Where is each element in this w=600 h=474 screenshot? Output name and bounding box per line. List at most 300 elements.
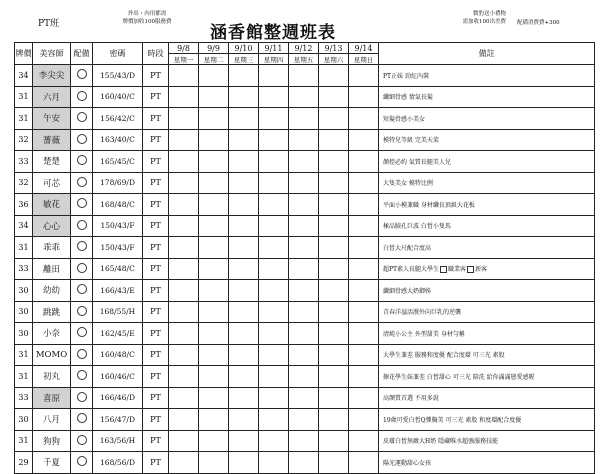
day-slot (319, 430, 349, 452)
equip-circle-icon (77, 155, 87, 165)
day-slot (199, 129, 229, 151)
staff-name: 狗狗 (33, 430, 71, 452)
day-slot (319, 237, 349, 259)
day-slot (199, 108, 229, 130)
equip-cell (71, 344, 93, 366)
note-cell (379, 387, 595, 409)
row-no: 31 (15, 108, 33, 130)
day-slot (289, 237, 319, 259)
row-no: 31 (15, 237, 33, 259)
shift: PT (143, 86, 169, 108)
note-text: 顏控必約 氣質長腿美人兒 (383, 158, 451, 166)
day-slot (229, 215, 259, 237)
shift: PT (143, 194, 169, 216)
equip-circle-icon (77, 284, 87, 294)
day-slot (289, 430, 319, 452)
day-slot (349, 129, 379, 151)
table-row (15, 452, 595, 474)
day-slot (319, 215, 349, 237)
day-slot (199, 387, 229, 409)
day-slot (229, 172, 259, 194)
day-slot (259, 409, 289, 431)
day-slot (289, 323, 319, 345)
col-header-name: 美容師 (33, 43, 71, 65)
day-slot (319, 65, 349, 87)
equip-cell (71, 65, 93, 87)
day-slot (199, 301, 229, 323)
day-slot (169, 215, 199, 237)
day-slot (349, 387, 379, 409)
day-slot (289, 172, 319, 194)
note-text: 皮膚白皙無敵大H奶 隱藏唯水超強服務技能 (383, 438, 499, 446)
note-text: 大隻美女 模特比例 (383, 180, 433, 188)
day-slot (169, 323, 199, 345)
schedule-body (15, 65, 595, 474)
equip-cell (71, 194, 93, 216)
day-slot (259, 237, 289, 259)
staff-name: 楚楚 (33, 151, 71, 173)
equip-cell (71, 172, 93, 194)
shift: PT (143, 108, 169, 130)
table-row (15, 129, 595, 151)
staff-name: 跳跳 (33, 301, 71, 323)
table-row (15, 86, 595, 108)
note-cell (379, 366, 595, 388)
measurements: 165/45/C (93, 151, 143, 173)
day-slot (199, 215, 229, 237)
note-cell (379, 409, 595, 431)
class-label: PT班 (38, 19, 60, 29)
note-cell (379, 215, 595, 237)
day-slot (229, 366, 259, 388)
measurements: 163/56/H (93, 430, 143, 452)
day-slot (349, 409, 379, 431)
staff-name: 敏花 (33, 194, 71, 216)
staff-name: 可芯 (33, 172, 71, 194)
day-slot (229, 409, 259, 431)
note-text: 高顏質首選 不用多說 (383, 395, 439, 403)
day-slot (169, 280, 199, 302)
day-slot (319, 366, 349, 388)
day-slot (319, 194, 349, 216)
day-slot (289, 301, 319, 323)
equip-cell (71, 129, 93, 151)
day-slot (199, 452, 229, 474)
day-weekday: 星期四 (259, 54, 289, 65)
day-slot (169, 86, 199, 108)
equip-cell (71, 366, 93, 388)
note-text: 極品臉孔巨波 白皙小隻馬 (383, 223, 451, 231)
day-weekday: 星期日 (349, 54, 379, 65)
staff-name: 乖乖 (33, 237, 71, 259)
day-slot (259, 301, 289, 323)
day-slot (229, 237, 259, 259)
day-slot (259, 194, 289, 216)
note-text: 白皙大尺配合度高 (383, 244, 432, 252)
day-slot (259, 344, 289, 366)
note-cell (379, 452, 595, 474)
shift: PT (143, 280, 169, 302)
day-slot (169, 409, 199, 431)
day-slot (259, 172, 289, 194)
row-no: 36 (15, 194, 33, 216)
day-slot (229, 65, 259, 87)
day-slot (319, 86, 349, 108)
row-no: 30 (15, 323, 33, 345)
staff-name: 喜原 (33, 387, 71, 409)
shift: PT (143, 172, 169, 194)
day-slot (289, 65, 319, 87)
day-slot (169, 430, 199, 452)
day-slot (169, 301, 199, 323)
shift: PT (143, 215, 169, 237)
measurements: 156/47/D (93, 409, 143, 431)
equip-circle-icon (77, 91, 87, 101)
table-row (15, 258, 595, 280)
day-date: 9/12 (289, 43, 319, 54)
equip-circle-icon (77, 69, 87, 79)
staff-name: 薔薇 (33, 129, 71, 151)
day-date: 9/14 (349, 43, 379, 54)
day-slot (289, 129, 319, 151)
day-slot (259, 258, 289, 280)
day-slot (259, 323, 289, 345)
day-slot (229, 344, 259, 366)
col-header-no: 牌價 (15, 43, 33, 65)
shift: PT (143, 237, 169, 259)
shift: PT (143, 344, 169, 366)
row-no: 30 (15, 280, 33, 302)
day-slot (349, 215, 379, 237)
day-slot (289, 258, 319, 280)
schedule-table (14, 42, 595, 474)
day-slot (229, 301, 259, 323)
note-tag: 職業客 (448, 266, 467, 274)
equip-circle-icon (77, 327, 87, 337)
day-slot (259, 86, 289, 108)
equip-circle-icon (77, 413, 87, 423)
day-slot (199, 172, 229, 194)
day-slot (349, 151, 379, 173)
row-no: 33 (15, 258, 33, 280)
note-text: 青春洋溢活潑外向巨乳的逆襲 (383, 309, 462, 317)
day-slot (229, 194, 259, 216)
day-slot (169, 387, 199, 409)
col-header-equip: 配備 (71, 43, 93, 65)
measurements: 168/56/D (93, 452, 143, 474)
note-text: PT正妹 勁紅內裝 (383, 72, 429, 80)
day-slot (169, 65, 199, 87)
day-slot (229, 129, 259, 151)
day-slot (259, 129, 289, 151)
day-slot (319, 258, 349, 280)
day-date: 9/11 (259, 43, 289, 54)
day-slot (289, 151, 319, 173)
equip-cell (71, 323, 93, 345)
day-weekday: 星期一 (169, 54, 199, 65)
equip-cell (71, 409, 93, 431)
equip-cell (71, 387, 93, 409)
day-slot (199, 258, 229, 280)
note-text: 模特兒等級 完美天菜 (383, 137, 439, 145)
day-slot (169, 108, 199, 130)
shift: PT (143, 366, 169, 388)
equip-cell (71, 86, 93, 108)
measurements: 178/69/D (93, 172, 143, 194)
equip-cell (71, 258, 93, 280)
day-date: 9/9 (199, 43, 229, 54)
equip-cell (71, 237, 93, 259)
day-slot (319, 280, 349, 302)
day-slot (349, 323, 379, 345)
equip-circle-icon (77, 198, 87, 208)
row-no: 30 (15, 301, 33, 323)
staff-name: 心心 (33, 215, 71, 237)
day-slot (229, 86, 259, 108)
table-row (15, 194, 595, 216)
day-slot (199, 237, 229, 259)
note-text: 超PT素人長腿大學生 (383, 266, 440, 274)
day-slot (289, 387, 319, 409)
staff-name: 千夏 (33, 452, 71, 474)
travel-fee-note: 微豹送小禮物 需加收100出差費 (462, 11, 506, 25)
day-slot (319, 323, 349, 345)
note-text: 大學生兼差 服務和度優 配合度環 可三光 素股 (383, 352, 505, 360)
equip-cell (71, 280, 93, 302)
measurements: 168/48/C (93, 194, 143, 216)
shift: PT (143, 387, 169, 409)
row-no: 33 (15, 387, 33, 409)
note-text: 纖細骨感 情氣長髮 (383, 94, 433, 102)
row-no: 31 (15, 366, 33, 388)
service-fee-note: 外出・內用都需 牌價加收100服務費 (122, 11, 172, 25)
day-slot (289, 452, 319, 474)
day-slot (229, 387, 259, 409)
day-slot (169, 129, 199, 151)
measurements: 150/43/F (93, 215, 143, 237)
table-row (15, 172, 595, 194)
row-no: 33 (15, 151, 33, 173)
equip-circle-icon (77, 435, 87, 445)
day-slot (169, 172, 199, 194)
note-cell (379, 258, 595, 280)
day-slot (289, 409, 319, 431)
measurements: 156/42/C (93, 108, 143, 130)
day-slot (349, 430, 379, 452)
staff-name: 八月 (33, 409, 71, 431)
staff-name: 小奈 (33, 323, 71, 345)
note-cell (379, 344, 595, 366)
day-slot (259, 387, 289, 409)
equip-circle-icon (77, 370, 87, 380)
equipment-fee-note: 配備消費費+300 (517, 20, 560, 26)
checkbox-icon (440, 266, 447, 273)
day-slot (259, 108, 289, 130)
row-no: 32 (15, 129, 33, 151)
table-row (15, 151, 595, 173)
day-slot (319, 452, 349, 474)
staff-name: 離田 (33, 258, 71, 280)
row-no: 34 (15, 215, 33, 237)
measurements: 160/48/C (93, 344, 143, 366)
row-no: 30 (15, 409, 33, 431)
day-slot (349, 366, 379, 388)
note-cell (379, 323, 595, 345)
day-slot (199, 151, 229, 173)
table-row (15, 65, 595, 87)
day-slot (169, 258, 199, 280)
note-cell (379, 86, 595, 108)
day-date: 9/8 (169, 43, 199, 54)
day-slot (349, 86, 379, 108)
day-slot (259, 215, 289, 237)
equip-circle-icon (77, 392, 87, 402)
row-no: 29 (15, 452, 33, 474)
day-slot (319, 172, 349, 194)
day-slot (169, 344, 199, 366)
shift: PT (143, 409, 169, 431)
day-slot (169, 452, 199, 474)
shift: PT (143, 430, 169, 452)
shift: PT (143, 129, 169, 151)
note-cell (379, 301, 595, 323)
day-slot (259, 366, 289, 388)
day-slot (319, 387, 349, 409)
table-row (15, 344, 595, 366)
note-cell (379, 237, 595, 259)
col-header-measure: 密碼 (93, 43, 143, 65)
note-cell (379, 280, 595, 302)
measurements: 165/48/C (93, 258, 143, 280)
day-slot (259, 280, 289, 302)
shift: PT (143, 301, 169, 323)
day-slot (349, 344, 379, 366)
day-slot (319, 151, 349, 173)
day-slot (349, 258, 379, 280)
staff-name: 幼幼 (33, 280, 71, 302)
table-row (15, 323, 595, 345)
equip-circle-icon (77, 220, 87, 230)
measurements: 162/45/E (93, 323, 143, 345)
day-slot (259, 452, 289, 474)
day-date: 9/10 (229, 43, 259, 54)
shift: PT (143, 452, 169, 474)
day-slot (169, 366, 199, 388)
day-slot (229, 280, 259, 302)
day-slot (199, 280, 229, 302)
day-slot (199, 65, 229, 87)
day-slot (169, 237, 199, 259)
day-slot (229, 151, 259, 173)
table-row (15, 409, 595, 431)
day-slot (349, 194, 379, 216)
equip-cell (71, 108, 93, 130)
table-row (15, 237, 595, 259)
day-slot (199, 409, 229, 431)
day-slot (229, 452, 259, 474)
measurements: 150/43/F (93, 237, 143, 259)
day-slot (289, 280, 319, 302)
day-slot (199, 430, 229, 452)
day-weekday: 星期三 (229, 54, 259, 65)
row-no: 34 (15, 65, 33, 87)
equip-circle-icon (77, 456, 87, 466)
day-slot (289, 366, 319, 388)
equip-circle-icon (77, 112, 87, 122)
table-row (15, 108, 595, 130)
shift: PT (143, 323, 169, 345)
day-slot (319, 344, 349, 366)
table-row (15, 301, 595, 323)
day-slot (349, 65, 379, 87)
note-text: 陽光運動甜心女孩 (383, 459, 432, 467)
row-no: 31 (15, 430, 33, 452)
day-slot (169, 151, 199, 173)
staff-name: 李尖尖 (33, 65, 71, 87)
equip-circle-icon (77, 177, 87, 187)
note-text: 19歲可愛白皙Q彈胸美 可三光 素股 和度環配合度優 (383, 416, 522, 424)
measurements: 163/40/C (93, 129, 143, 151)
day-slot (319, 301, 349, 323)
note-cell (379, 151, 595, 173)
note-tag: 新客 (475, 266, 488, 274)
measurements: 160/40/C (93, 86, 143, 108)
day-weekday: 星期五 (289, 54, 319, 65)
note-cell (379, 108, 595, 130)
day-slot (349, 237, 379, 259)
equip-cell (71, 215, 93, 237)
equip-circle-icon (77, 263, 87, 273)
note-cell (379, 65, 595, 87)
equip-circle-icon (77, 306, 87, 316)
equip-cell (71, 430, 93, 452)
day-slot (289, 344, 319, 366)
staff-name: 午安 (33, 108, 71, 130)
day-slot (319, 409, 349, 431)
col-header-shift: 時段 (143, 43, 169, 65)
measurements: 155/43/D (93, 65, 143, 87)
day-slot (349, 452, 379, 474)
measurements: 166/46/D (93, 387, 143, 409)
staff-name: 六月 (33, 86, 71, 108)
equip-circle-icon (77, 241, 87, 251)
day-slot (319, 108, 349, 130)
shift: PT (143, 65, 169, 87)
day-slot (229, 323, 259, 345)
measurements: 168/55/H (93, 301, 143, 323)
day-slot (259, 430, 289, 452)
day-slot (289, 215, 319, 237)
note-text: 纖細骨感大奶御姊 (383, 287, 432, 295)
day-slot (229, 430, 259, 452)
note-cell (379, 172, 595, 194)
equip-circle-icon (77, 134, 87, 144)
day-slot (259, 151, 289, 173)
note-text: 清純小公主 外型甜美 身材勻稱 (383, 330, 465, 338)
day-weekday: 星期二 (199, 54, 229, 65)
staff-name: 初丸 (33, 366, 71, 388)
note-text: 平面小模兼職 身材纖長頂級大花板 (383, 201, 475, 209)
day-slot (319, 129, 349, 151)
note-cell (379, 430, 595, 452)
page-title: 涵香館整週班表 (210, 23, 336, 43)
day-slot (349, 301, 379, 323)
day-slot (199, 366, 229, 388)
note-text: 短髮骨感小美女 (383, 115, 426, 123)
table-row (15, 215, 595, 237)
day-slot (349, 280, 379, 302)
col-header-notes: 備註 (379, 43, 595, 65)
